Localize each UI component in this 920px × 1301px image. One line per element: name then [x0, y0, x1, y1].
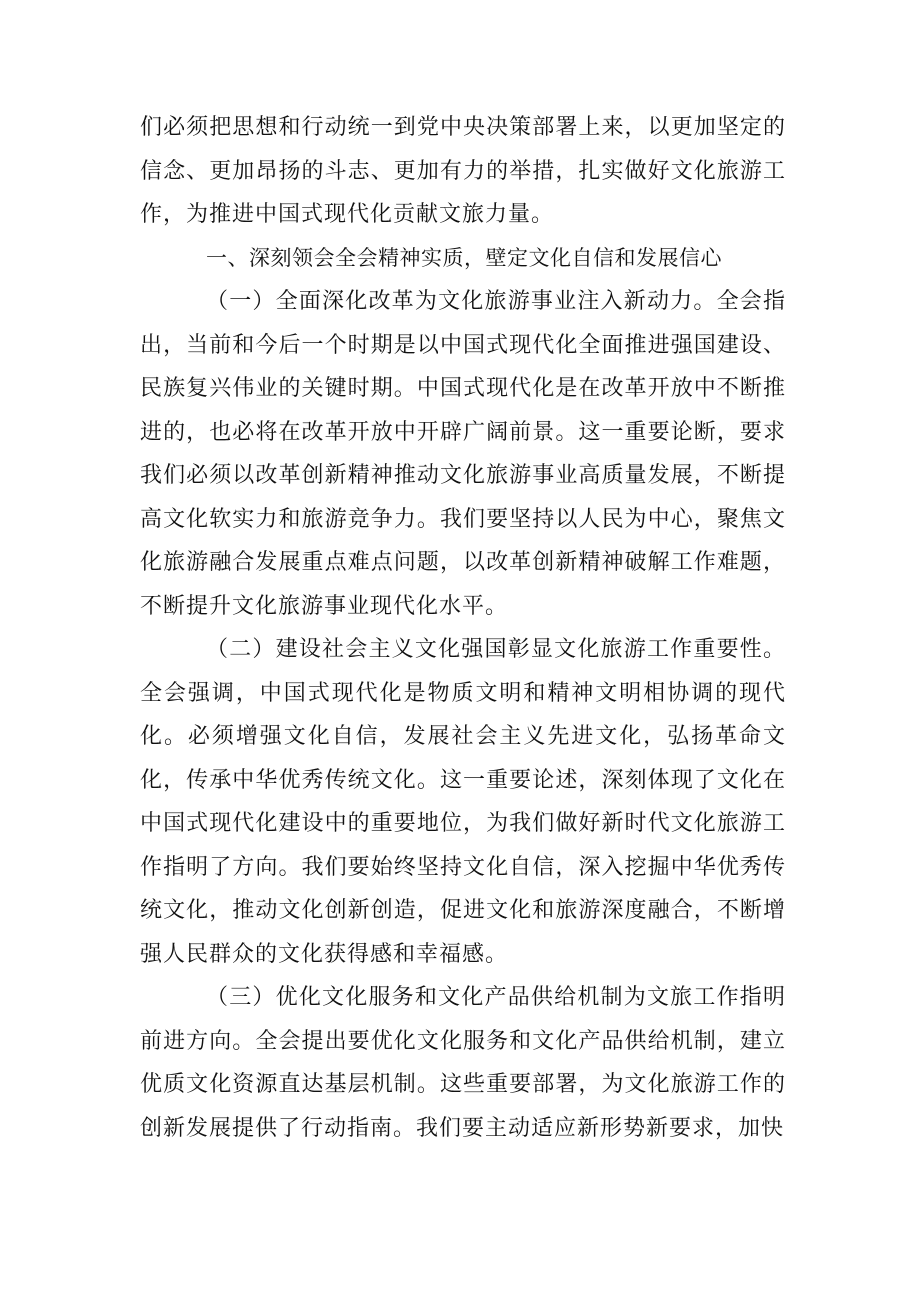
document-body: [140, 106, 786, 1150]
paragraph-3: （三）优化文化服务和文化产品供给机制为文旅工作指明前进方向。全会提出要优化文化服务和文化产品供给机制，建立优质文化资源直达基层机制。这些重要部署，为文化旅游工作的创新发展提供了行动指南。我们要主动适应新形势新要求，加快: [140, 985, 786, 1141]
intro-paragraph: 们必须把思想和行动统一到党中央决策部署上来，以更加坚定的信念、更加昂扬的斗志、更加有力的举措，扎实做好文化旅游工作，为推进中国式现代化贡献文旅力量。: [140, 115, 786, 227]
paragraph-2: （二）建设社会主义文化强国彰显文化旅游工作重要性。全会强调，中国式现代化是物质文明和精神文明相协调的现代化。必须增强文化自信，发展社会主义先进文化，弘扬革命文化，传承中华优秀传统文化。这一重要论述，深刻体现了文化在中国式现代化建设中的重要地位，为我们做好新时代文化旅游工作指明了方向。我们要始终坚持文化自信，深入挖掘中华优秀传统文化，推动文化创新创造，促进文化和旅游深度融合，不断增强人民群众的文化获得感和幸福感。: [140, 637, 786, 967]
paragraph-1: （一）全面深化改革为文化旅游事业注入新动力。全会指出，当前和今后一个时期是以中国式现代化全面推进强国建设、民族复兴伟业的关键时期。中国式现代化是在改革开放中不断推进的，也必将在改革开放中开辟广阔前景。这一重要论断，要求我们必须以改革创新精神推动文化旅游事业高质量发展，不断提高文化软实力和旅游竞争力。我们要坚持以人民为中心，聚焦文化旅游融合发展重点难点问题，以改革创新精神破解工作难题，不断提升文化旅游事业现代化水平。: [140, 289, 786, 619]
section-heading: 一、深刻领会全会精神实质，壁定文化自信和发展信心: [206, 245, 722, 270]
